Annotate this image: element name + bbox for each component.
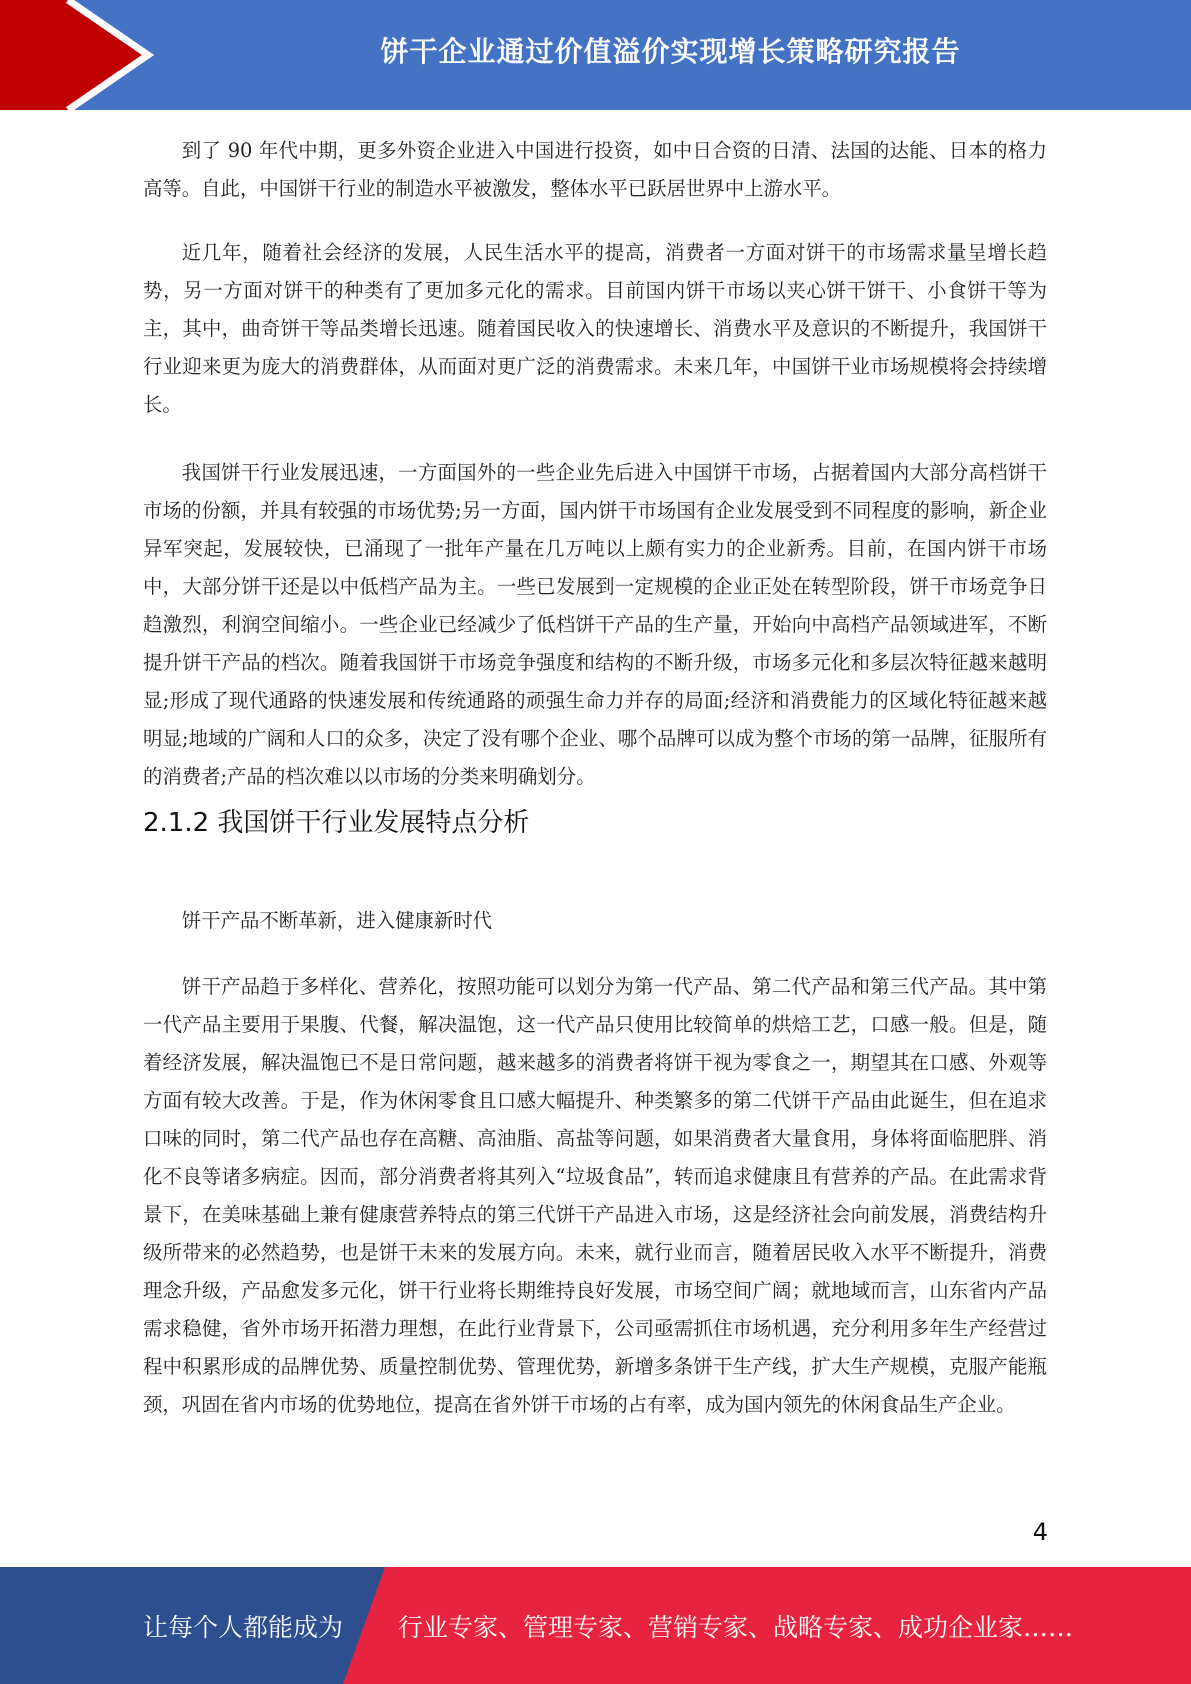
- page-header: [0, 0, 1191, 110]
- section-paragraph: 饼干产品趋于多样化、营养化，按照功能可以划分为第一代产品、第二代产品和第三代产品。其中第一代产品主要用于果腹、代餐，解决温饱，这一代产品只使用比较简单的烘焙工艺，口感一般。但是，随着经济发展，解决温饱已不是日常问题，越来越多的消费者将饼干视为零食之一，期望其在口感、外观等方面有较大改善。于是，作为休闲零食且口感大幅提升、种类繁多的第二代饼干产品由此诞生，但在追求口味的同时，第二代产品也存在高糖、高油脂、高盐等问题，如果消费者大量食用，身体将面临肥胖、消化不良等诸多病症。因而，部分消费者将其列入“垃圾食品”，转而追求健康且有营养的产品。在此需求背景下，在美味基础上兼有健康营养特点的第三代饼干产品进入市场，这是经济社会向前发展，消费结构升级所带来的必然趋势，也是饼干未来的发展方向。未来，就行业而言，随着居民收入水平不断提升，消费理念升级，产品愈发多元化，饼干行业将长期维持良好发展，市场空间广阔；就地域而言，山东省内产品需求稳健，省外市场开拓潜力理想，在此行业背景下，公司亟需抓住市场机遇，充分利用多年生产经营过程中积累形成的品牌优势、质量控制优势、管理优势，新增多条饼干生产线，扩大生产规模，克服产能瓶颈，巩固在省内市场的优势地位，提高在省外饼干市场的占有率，成为国内领先的休闲食品生产企业。: [143, 975, 1047, 1416]
- footer-slogan-left: 让每个人都能成为: [143, 1612, 344, 1642]
- paragraph-3: 我国饼干行业发展迅速，一方面国外的一些企业先后进入中国饼干市场，占据着国内大部分高档饼干市场的份额，并具有较强的市场优势;另一方面，国内饼干市场国有企业发展受到不同程度的影响，新企业异军突起，发展较快，已涌现了一批年产量在几万吨以上颇有实力的企业新秀。目前，在国内饼干市场中，大部分饼干还是以中低档产品为主。一些已发展到一定规模的企业正处在转型阶段，饼干市场竞争日趋激烈，利润空间缩小。一些企业已经减少了低档饼干产品的生产量，开始向中高档产品领域进军，不断提升饼干产品的档次。随着我国饼干市场竞争强度和结构的不断升级，市场多元化和多层次特征越来越明显;形成了现代通路的快速发展和传统通路的顽强生命力并存的局面;经济和消费能力的区域化特征越来越明显;地域的广阔和人口的众多，决定了没有哪个企业、哪个品牌可以成为整个市场的第一品牌，征服所有的消费者;产品的档次难以以市场的分类来明确划分。: [143, 461, 1047, 788]
- document-body: [143, 132, 1047, 1424]
- page-number: 4: [1032, 1518, 1048, 1546]
- paragraph-1: 到了 90 年代中期，更多外资企业进入中国进行投资，如中日合资的日清、法国的达能、日本的格力高等。自此，中国饼干行业的制造水平被激发，整体水平已跃居世界中上游水平。: [143, 139, 1047, 200]
- paragraph-2: 近几年，随着社会经济的发展，人民生活水平的提高，消费者一方面对饼干的市场需求量呈增长趋势，另一方面对饼干的种类有了更加多元化的需求。目前国内饼干市场以夹心饼干饼干、小食饼干等为主，其中，曲奇饼干等品类增长迅速。随着国民收入的快速增长、消费水平及意识的不断提升，我国饼干行业迎来更为庞大的消费群体，从而面对更广泛的消费需求。未来几年，中国饼干业市场规模将会持续增长。: [143, 241, 1047, 416]
- header-title: 饼干企业通过价值溢价实现增长策略研究报告: [380, 35, 961, 68]
- footer-slogan-right: 行业专家、管理专家、营销专家、战略专家、成功企业家……: [398, 1612, 1074, 1642]
- section-subheading: 饼干产品不断革新，进入健康新时代: [181, 909, 493, 932]
- page-footer: [0, 1567, 1191, 1684]
- section-heading: 2.1.2 我国饼干行业发展特点分析: [143, 808, 530, 838]
